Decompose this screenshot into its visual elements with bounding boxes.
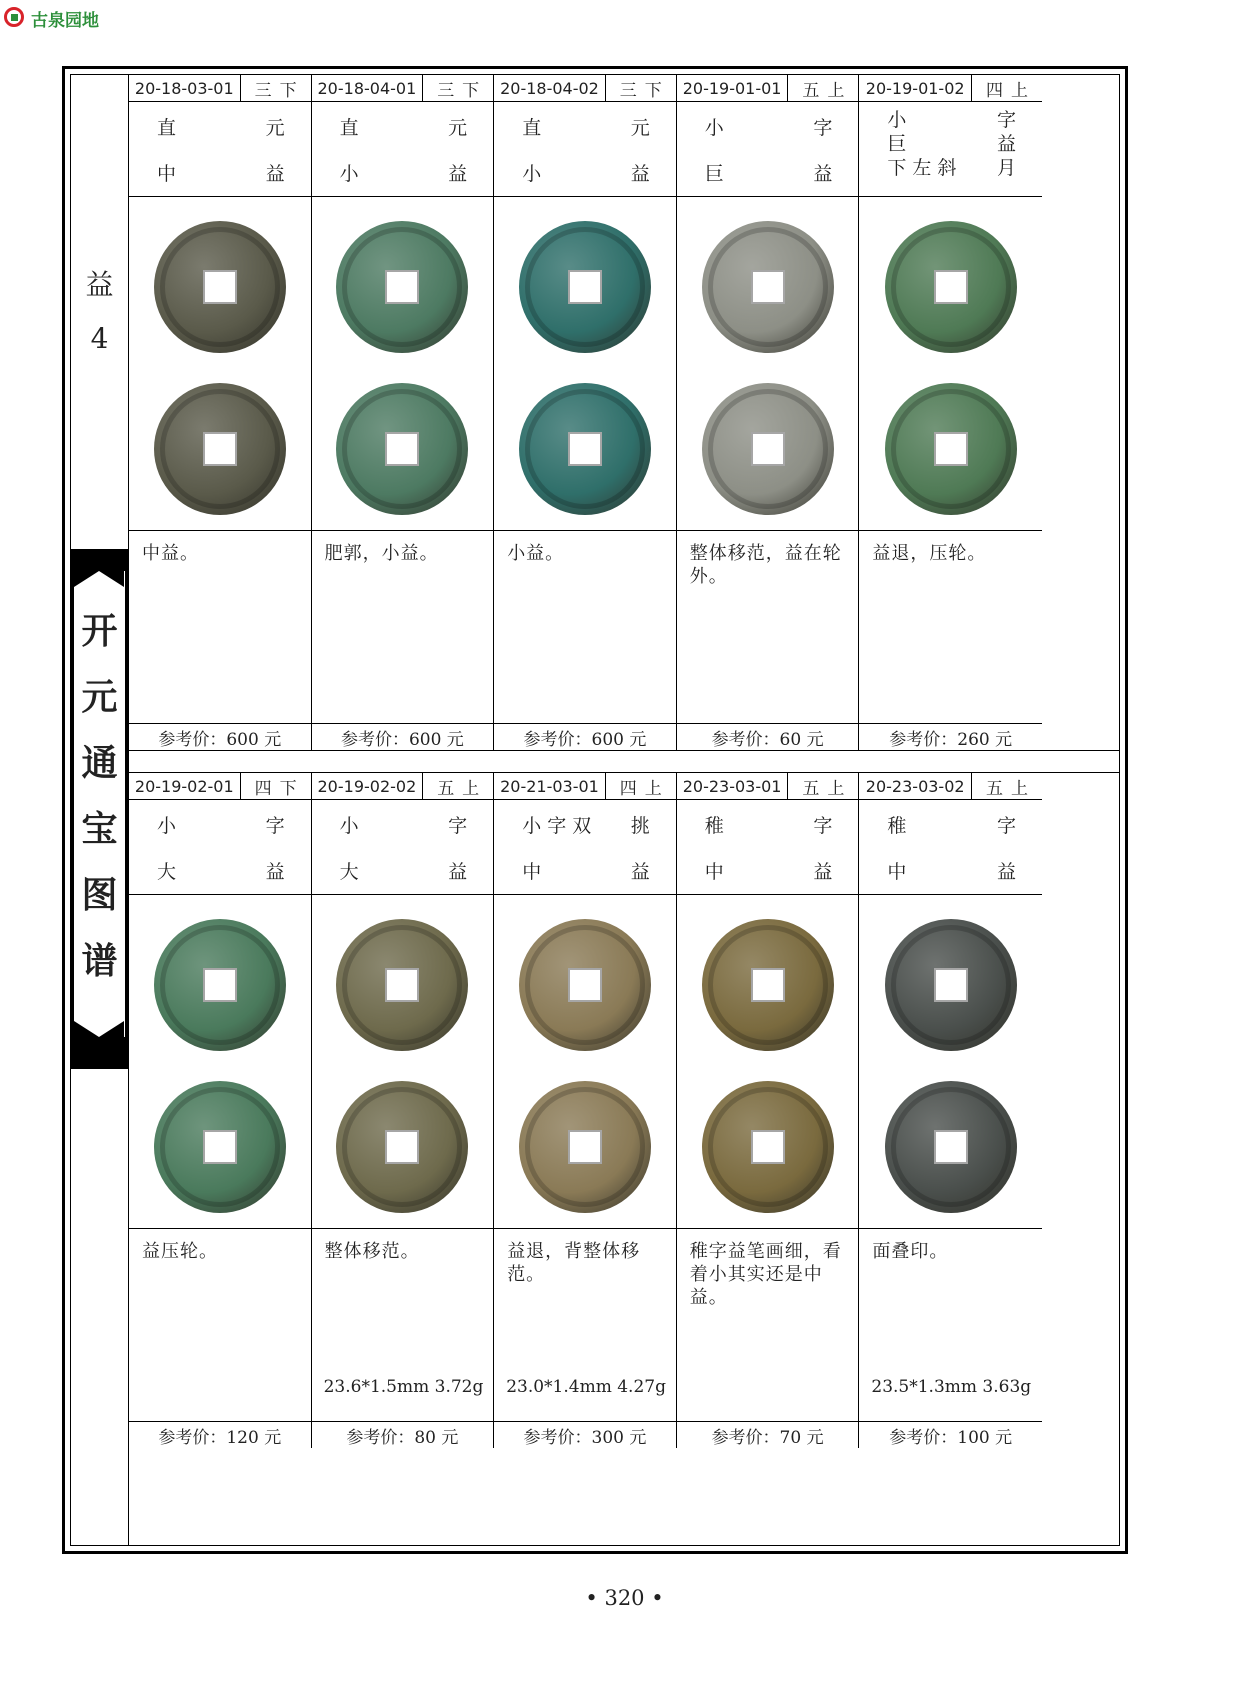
- coin-reverse-image: [519, 1081, 651, 1213]
- entry-note: [859, 1229, 1042, 1422]
- variety-line: [157, 159, 285, 186]
- catalog-code: 20-19-01-02: [859, 75, 972, 101]
- catalog-code: 20-23-03-01: [677, 773, 789, 799]
- coin-reverse-image: [336, 383, 468, 515]
- catalog-inner-frame: [70, 74, 1120, 1546]
- entry-note: [677, 531, 859, 724]
- variety-description: [312, 101, 494, 197]
- coin-reverse-image: [154, 1081, 286, 1213]
- coin-obverse-image: [885, 221, 1017, 353]
- variety-right: 益: [265, 861, 285, 883]
- catalog-code: 20-18-04-01: [312, 75, 424, 101]
- coin-photos: [494, 197, 676, 531]
- variety-line: [340, 811, 468, 838]
- note-text: 整体移范。: [324, 1241, 420, 1262]
- variety-line: [522, 857, 650, 884]
- reference-price: 参考价：70 元: [711, 1427, 824, 1448]
- coin-obverse-image: [519, 221, 651, 353]
- variety-line: [522, 113, 650, 140]
- coin-photos: [312, 895, 494, 1229]
- variety-description: [859, 101, 1042, 197]
- rarity-grade: 四下: [254, 778, 305, 799]
- rarity-grade: 三下: [254, 80, 305, 101]
- variety-line: [157, 811, 285, 838]
- entry-note: [312, 531, 494, 724]
- variety-left: 稚: [887, 815, 907, 837]
- note-text: 益退，背整体移范。: [507, 1241, 641, 1285]
- coin-entry: [312, 773, 495, 1448]
- variety-right: 益: [813, 163, 833, 185]
- note-text: 益压轮。: [142, 1241, 218, 1262]
- coin-photos: [677, 895, 859, 1229]
- variety-line: [340, 159, 468, 186]
- variety-left: 小: [339, 163, 359, 185]
- coin-obverse-image: [519, 919, 651, 1051]
- coin-grid: [129, 75, 1119, 1545]
- reference-price: 参考价：600 元: [523, 729, 647, 750]
- variety-right: 益: [996, 861, 1016, 883]
- entry-header: [859, 75, 1042, 102]
- section-char: 益: [85, 268, 114, 301]
- variety-line: [705, 857, 833, 884]
- variety-right: 字: [813, 815, 833, 837]
- coin-logo-icon: [4, 7, 28, 29]
- catalog-code: 20-23-03-02: [859, 773, 972, 799]
- section-number: 4: [90, 322, 109, 355]
- coin-obverse-image: [336, 221, 468, 353]
- variety-left: 巨: [887, 133, 907, 155]
- variety-left: 稚: [704, 815, 724, 837]
- variety-description: [129, 101, 311, 197]
- note-text: 中益。: [142, 543, 199, 564]
- coin-photos: [129, 197, 311, 531]
- entry-header: [494, 773, 676, 800]
- variety-left: 大: [339, 861, 359, 883]
- row-separator: [129, 750, 1119, 773]
- coin-entry: [129, 773, 312, 1448]
- variety-line: [887, 129, 1016, 156]
- coin-reverse-image: [885, 1081, 1017, 1213]
- catalog-code: 20-19-02-01: [129, 773, 241, 799]
- coin-reverse-image: [336, 1081, 468, 1213]
- note-text: 小益。: [507, 543, 565, 564]
- variety-description: [129, 799, 311, 895]
- variety-line: [522, 159, 650, 186]
- variety-right: 益: [265, 163, 285, 185]
- variety-line: [340, 857, 468, 884]
- variety-line: [522, 811, 650, 838]
- variety-line: [887, 105, 1016, 132]
- rarity-grade: 三下: [619, 80, 670, 101]
- reference-price: 参考价：300 元: [523, 1427, 647, 1448]
- entry-header: [312, 75, 494, 102]
- coin-obverse-image: [154, 221, 286, 353]
- variety-right: 益: [996, 133, 1016, 155]
- title-char: 谱: [81, 941, 118, 982]
- entry-note: [677, 1229, 859, 1422]
- catalog-code: 20-21-03-01: [494, 773, 606, 799]
- note-text: 面叠印。: [872, 1241, 949, 1262]
- variety-right: 益: [630, 163, 650, 185]
- coin-row-2: [129, 773, 1119, 1448]
- variety-right: 字: [996, 815, 1016, 837]
- coin-photos: [677, 197, 859, 531]
- entry-header: [312, 773, 494, 800]
- variety-line: [705, 113, 833, 140]
- variety-right: 益: [813, 861, 833, 883]
- variety-line: [887, 857, 1016, 884]
- variety-left: 中: [157, 163, 177, 185]
- reference-price: 参考价：600 元: [158, 729, 282, 750]
- catalog-code: 20-18-04-02: [494, 75, 606, 101]
- entry-note: [859, 531, 1042, 724]
- note-text: 肥郭，小益。: [324, 543, 439, 564]
- coin-entry: [677, 773, 860, 1448]
- variety-left: 中: [704, 861, 724, 883]
- rarity-grade: 四上: [619, 778, 670, 799]
- note-text: 稚字益笔画细，看着小其实还是中益。: [689, 1241, 842, 1308]
- variety-left: 直: [339, 117, 359, 139]
- catalog-frame: [62, 66, 1128, 1554]
- coin-entry: [494, 773, 677, 1448]
- entry-note: [494, 531, 676, 724]
- variety-line: [705, 811, 833, 838]
- note-text: 整体移范，益在轮外。: [689, 543, 842, 587]
- variety-right: 益: [448, 861, 468, 883]
- entry-note: [312, 1229, 494, 1422]
- entry-header: [494, 75, 676, 102]
- variety-left: 中: [887, 861, 907, 883]
- variety-description: [677, 799, 859, 895]
- coin-photos: [494, 895, 676, 1229]
- page-number: • 320 •: [585, 1586, 664, 1610]
- variety-right: 字: [996, 109, 1016, 131]
- variety-left: 直: [522, 117, 542, 139]
- reference-price: 参考价：80 元: [346, 1427, 459, 1448]
- variety-left: 小 字 双: [522, 815, 592, 837]
- variety-left: 小: [522, 163, 542, 185]
- coin-entry: [859, 75, 1042, 750]
- coin-obverse-image: [702, 221, 834, 353]
- side-column: [71, 75, 129, 1545]
- variety-description: [677, 101, 859, 197]
- variety-left: 巨: [704, 163, 724, 185]
- entry-header: [677, 773, 859, 800]
- variety-line: [887, 153, 1016, 180]
- coin-entry: [859, 773, 1042, 1448]
- variety-description: [312, 799, 494, 895]
- variety-line: [157, 857, 285, 884]
- coin-measurement: 23.5*1.3mm 3.63g: [871, 1377, 1032, 1397]
- variety-right: 元: [448, 117, 468, 139]
- reference-price: 参考价：260 元: [889, 729, 1013, 750]
- rarity-grade: 四上: [985, 80, 1036, 101]
- coin-obverse-image: [336, 919, 468, 1051]
- entry-header: [859, 773, 1042, 800]
- reference-price: 参考价：100 元: [889, 1427, 1013, 1448]
- coin-obverse-image: [885, 919, 1017, 1051]
- coin-photos: [859, 895, 1042, 1229]
- catalog-code: 20-18-03-01: [129, 75, 241, 101]
- variety-left: 下 左 斜: [887, 157, 957, 179]
- entry-note: [129, 1229, 311, 1422]
- coin-obverse-image: [702, 919, 834, 1051]
- coin-reverse-image: [519, 383, 651, 515]
- reference-price: 参考价：120 元: [158, 1427, 282, 1448]
- entry-note: [494, 1229, 676, 1422]
- variety-line: [705, 159, 833, 186]
- variety-description: [494, 799, 676, 895]
- variety-line: [887, 811, 1016, 838]
- variety-description: [494, 101, 676, 197]
- book-title-tab: [71, 549, 128, 1069]
- variety-right: 字: [813, 117, 833, 139]
- coin-reverse-image: [885, 383, 1017, 515]
- coin-reverse-image: [702, 383, 834, 515]
- coin-entry: [494, 75, 677, 750]
- variety-right: 字: [265, 815, 285, 837]
- logo-text: 古泉园地: [31, 10, 99, 31]
- variety-left: 小: [157, 815, 177, 837]
- variety-left: 直: [157, 117, 177, 139]
- catalog-code: 20-19-02-02: [312, 773, 424, 799]
- entry-header: [129, 773, 311, 800]
- variety-right: 元: [265, 117, 285, 139]
- coin-row-1: [129, 75, 1119, 750]
- variety-right: 元: [630, 117, 650, 139]
- rarity-grade: 五上: [802, 778, 853, 799]
- variety-right: 益: [448, 163, 468, 185]
- entry-header: [677, 75, 859, 102]
- coin-measurement: 23.6*1.5mm 3.72g: [323, 1377, 484, 1397]
- coin-photos: [312, 197, 494, 531]
- book-title: [74, 599, 125, 995]
- coin-photos: [129, 895, 311, 1229]
- coin-reverse-image: [154, 383, 286, 515]
- rarity-grade: 五上: [985, 778, 1036, 799]
- entry-note: [129, 531, 311, 724]
- section-marker: [71, 75, 128, 549]
- site-logo: [4, 5, 99, 31]
- variety-left: 小: [704, 117, 724, 139]
- title-char: 开: [81, 611, 118, 652]
- reference-price: 参考价：600 元: [340, 729, 464, 750]
- variety-right: 月: [996, 157, 1016, 179]
- reference-price: 参考价：60 元: [711, 729, 824, 750]
- title-char: 图: [81, 875, 118, 916]
- variety-left: 小: [887, 109, 907, 131]
- coin-entry: [677, 75, 860, 750]
- coin-photos: [859, 197, 1042, 531]
- variety-right: 字: [448, 815, 468, 837]
- variety-line: [157, 113, 285, 140]
- variety-left: 小: [339, 815, 359, 837]
- coin-obverse-image: [154, 919, 286, 1051]
- coin-measurement: 23.0*1.4mm 4.27g: [506, 1377, 666, 1397]
- variety-left: 中: [522, 861, 542, 883]
- title-char: 宝: [81, 809, 118, 850]
- coin-entry: [312, 75, 495, 750]
- variety-left: 大: [157, 861, 177, 883]
- variety-right: 挑: [630, 815, 650, 837]
- coin-reverse-image: [702, 1081, 834, 1213]
- coin-entry: [129, 75, 312, 750]
- note-text: 益退，压轮。: [872, 543, 987, 564]
- entry-header: [129, 75, 311, 102]
- variety-line: [340, 113, 468, 140]
- variety-right: 益: [630, 861, 650, 883]
- variety-description: [859, 799, 1042, 895]
- catalog-code: 20-19-01-01: [677, 75, 789, 101]
- title-char: 元: [81, 677, 118, 718]
- rarity-grade: 五上: [437, 778, 488, 799]
- rarity-grade: 三下: [437, 80, 488, 101]
- rarity-grade: 五上: [802, 80, 853, 101]
- title-char: 通: [81, 743, 118, 784]
